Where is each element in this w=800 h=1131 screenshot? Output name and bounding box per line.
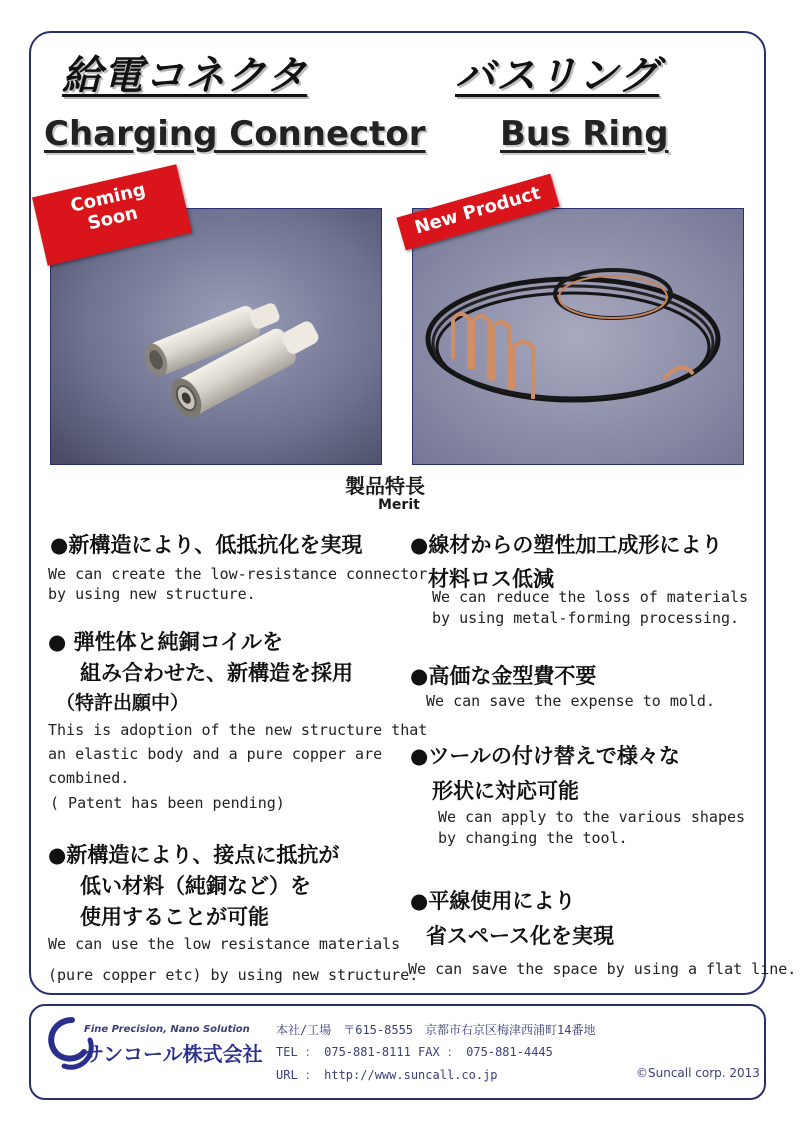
right-point-1-jp-1: ●線材からの塑性加工成形により (410, 533, 723, 557)
left-point-3-jp-2: 低い材料（純銅など）を (80, 874, 311, 898)
left-point-2-jp-3: （特許出願中） (56, 692, 190, 714)
right-point-4-jp-2: 省スペース化を実現 (426, 924, 614, 948)
left-point-2-en-3: combined. (48, 769, 130, 787)
right-point-2-en: We can save the expense to mold. (426, 692, 715, 710)
left-point-3-en-2: (pure copper etc) by using new structure. (48, 966, 419, 984)
left-point-3-jp-3: 使用することが可能 (80, 905, 269, 929)
right-point-2-jp: ●高価な金型費不要 (410, 664, 597, 688)
left-point-1-en-2: by using new structure. (48, 585, 256, 603)
left-point-2-jp-2: 組み合わせた、新構造を採用 (80, 661, 353, 685)
footer-url[interactable]: URL ： http://www.suncall.co.jp (276, 1068, 498, 1082)
right-point-3-en-1: We can apply to the various shapes (438, 808, 746, 826)
left-point-1-en-1: We can create the low-resistance connector (48, 565, 428, 583)
merit-title-en: Merit (378, 497, 420, 513)
footer-copyright: ©Suncall corp. 2013 (636, 1066, 760, 1080)
left-point-2-en-2: an elastic body and a pure copper are (48, 745, 383, 763)
right-point-3-jp-1: ●ツールの付け替えで様々な (410, 744, 680, 768)
footer-phone: TEL ： 075-881-8111 FAX ： 075-881-4445 (276, 1045, 553, 1059)
new-product-badge: New Product (396, 174, 559, 251)
right-point-1-en-1: We can reduce the loss of materials (432, 588, 749, 606)
right-point-4-en: We can save the space by using a flat line. (408, 960, 797, 978)
left-point-3-en-1: We can use the low resistance materials (48, 935, 401, 953)
right-title-jp: バスリング (455, 53, 660, 99)
left-point-3-jp-1: ●新構造により、接点に抵抗が (48, 843, 340, 867)
footer-company-name: サンコール株式会社 (84, 1042, 263, 1066)
footer-address: 本社/工場 〒615-8555 京都市右京区梅津西浦町14番地 (276, 1023, 596, 1037)
left-title-jp: 給電コネクタ (62, 53, 308, 99)
left-point-2-jp-1: ● 弾性体と純銅コイルを (48, 630, 284, 654)
footer-tagline: Fine Precision, Nano Solution (84, 1024, 250, 1035)
right-point-4-jp-1: ●平線使用により (410, 889, 576, 913)
left-title-en: Charging Connector (44, 114, 426, 154)
right-point-3-en-2: by changing the tool. (438, 829, 628, 847)
right-title-en: Bus Ring (500, 114, 669, 154)
right-point-1-jp-2: 材料ロス低減 (428, 567, 554, 591)
right-point-3-jp-2: 形状に対応可能 (432, 779, 579, 803)
left-point-2-en-4: ( Patent has been pending) (50, 794, 285, 812)
merit-title-jp: 製品特長 (345, 474, 425, 498)
bus-ring-photo (412, 208, 744, 465)
left-point-1-jp: ●新構造により、低抵抗化を実現 (50, 533, 363, 557)
right-point-1-en-2: by using metal-forming processing. (432, 609, 740, 627)
coming-soon-badge: Coming Soon (32, 164, 192, 265)
left-point-2-en-1: This is adoption of the new structure that (48, 721, 428, 739)
